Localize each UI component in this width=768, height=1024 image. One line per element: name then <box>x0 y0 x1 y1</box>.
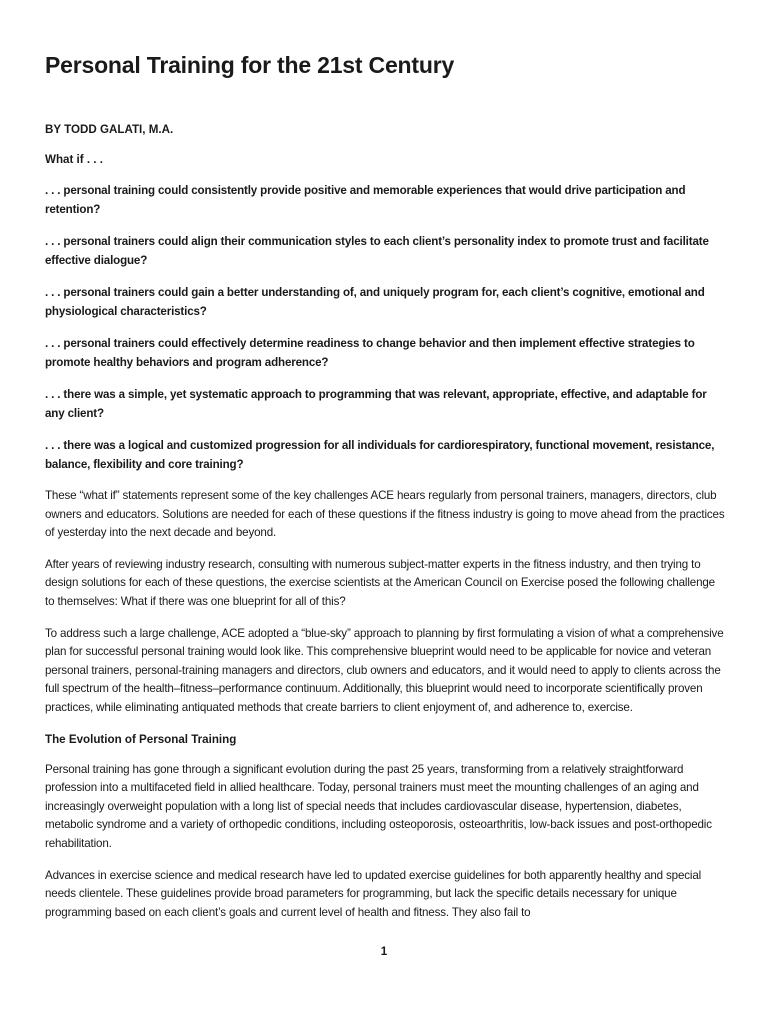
what-if-item: . . . personal trainers could gain a better understanding of, and uniquely program for, each client’s cognitive, emotional and physiological characteristics? <box>45 286 705 318</box>
what-if-item: . . . personal trainers could align their communication styles to each client’s personality index to promote trust and facilitate effective dialogue? <box>45 235 709 267</box>
what-if-item: . . . there was a simple, yet systematic approach to programming that was relevant, appropriate, effective, and adaptable for any client? <box>45 388 707 420</box>
body-paragraph: Advances in exercise science and medical research have led to updated exercise guidelines for both apparently healthy and special needs clientele. These guidelines provide broad parameters for programming, but lack the specific details necessary for unique programming based on each client’s goals and current level of health and fitness. They also fail to <box>45 868 702 919</box>
section-heading: The Evolution of Personal Training <box>45 732 237 746</box>
page-content <box>45 50 725 922</box>
page-title: Personal Training for the 21st Century <box>45 52 455 78</box>
body-paragraph: Personal training has gone through a significant evolution during the past 25 years, transforming from a relatively straightforward profession into a multifaceted field in allied healthcare. Today, personal trainers must meet the mounting challenges of an aging and increasingly overweight population with a long list of special needs that includes cardiovascular disease, hypertension, diabetes, metabolic syndrome and a variety of orthopedic conditions, including osteoporosis, osteoarthritis, low-back issues and post-orthopedic rehabilitation. <box>45 762 712 850</box>
what-if-intro: What if . . . <box>45 153 103 166</box>
page-number: 1 <box>380 945 388 958</box>
body-paragraph: To address such a large challenge, ACE adopted a “blue-sky” approach to planning by first formulating a vision of what a comprehensive plan for successful personal training would look like. This comprehensive blueprint would need to be applicable for novice and veteran personal trainers, personal-training managers and directors, club owners and educators, and it would need to apply to clients across the full spectrum of the health–fitness–performance continuum. Additionally, this blueprint would need to incorporate scientifically proven practices, while eliminating antiquated methods that create barriers to client enjoyment of, and adherence to, exercise. <box>45 626 724 714</box>
what-if-item: . . . personal trainers could effectively determine readiness to change behavior and then implement effective strategies to promote healthy behaviors and program adherence? <box>45 337 695 369</box>
what-if-list <box>45 181 725 474</box>
body-paragraph: These “what if” statements represent some of the key challenges ACE hears regularly from personal trainers, managers, directors, club owners and educators. Solutions are needed for each of these questions if the fitness industry is going to move ahead from the practices of yesterday into the next decade and beyond. <box>45 489 725 540</box>
what-if-item: . . . personal training could consistently provide positive and memorable experiences that would drive participation and retention? <box>45 184 686 216</box>
body-paragraph: After years of reviewing industry research, consulting with numerous subject-matter experts in the fitness industry, and then trying to design solutions for each of these questions, the exercise scientists at the American Council on Exercise posed the following challenge to themselves: What if there was one blueprint for all of this? <box>45 557 715 608</box>
what-if-item: . . . there was a logical and customized progression for all individuals for cardiorespiratory, functional movement, resistance, balance, flexibility and core training? <box>45 439 715 471</box>
author-byline: BY TODD GALATI, M.A. <box>45 123 174 136</box>
